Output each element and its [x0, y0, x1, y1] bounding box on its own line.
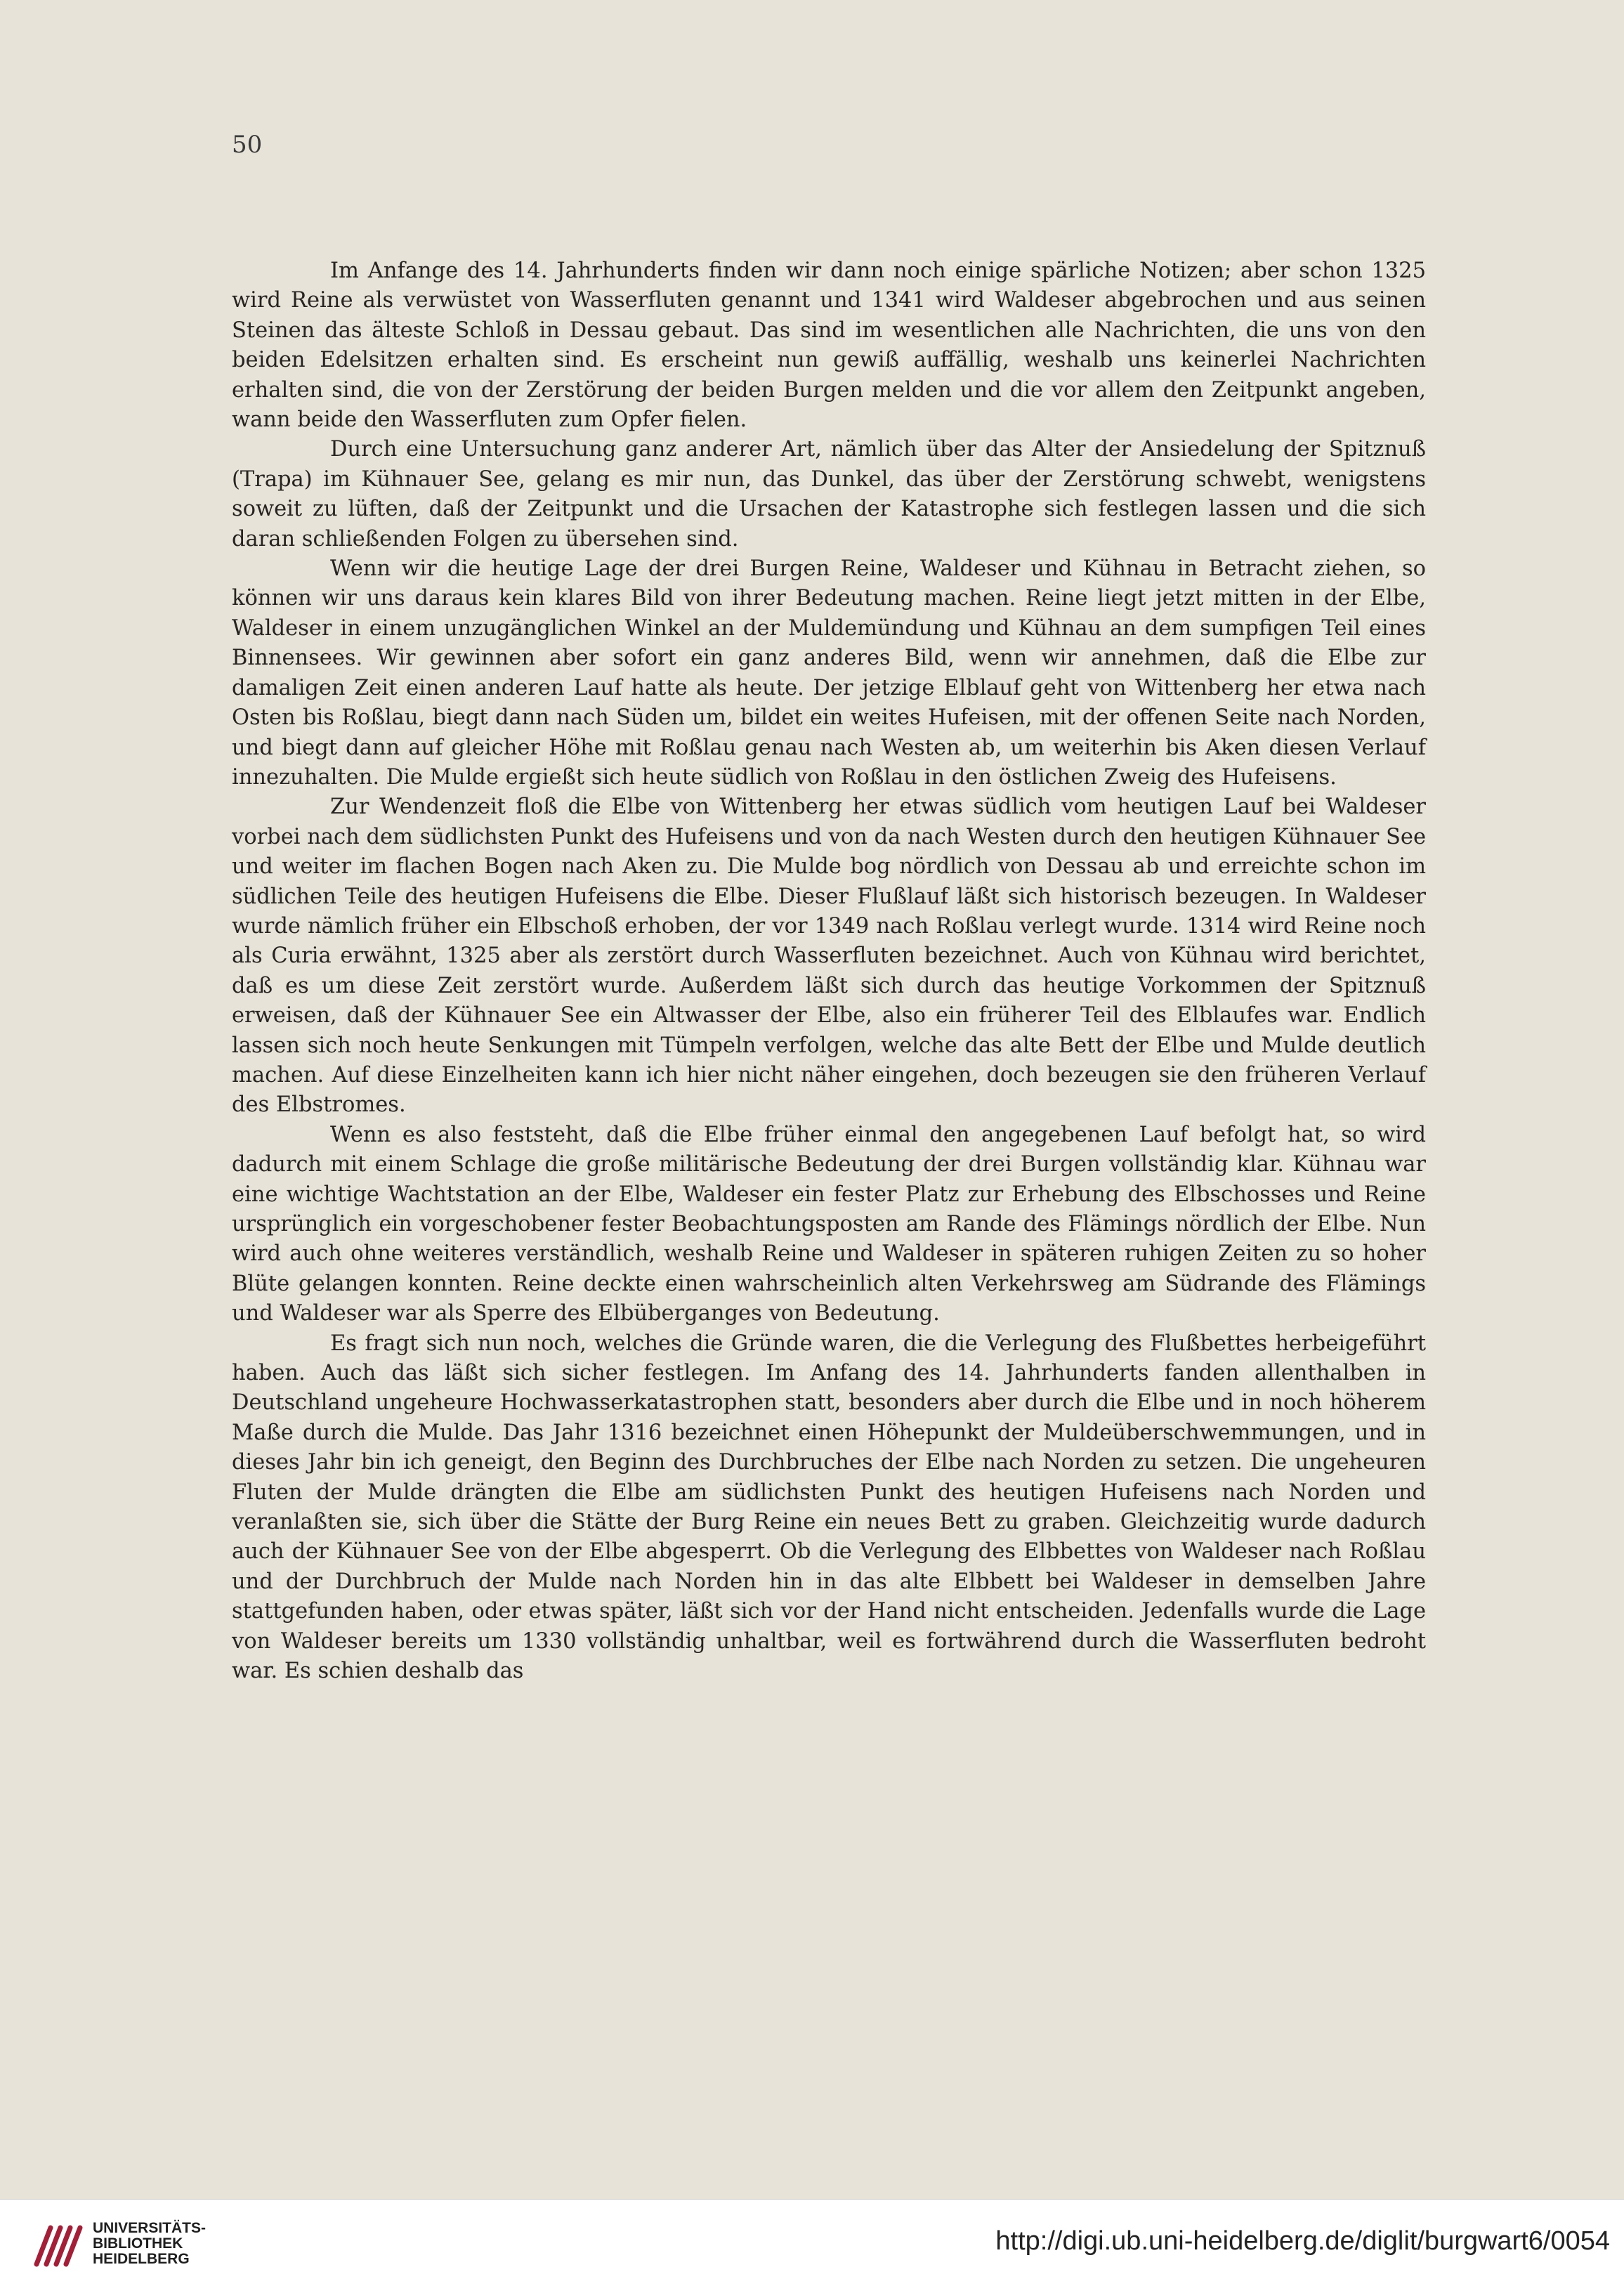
paragraph: Wenn wir die heutige Lage der drei Burgen Reine, Waldeser und Kühnau in Betracht ziehen, so können wir uns daraus kein klares Bild von ihrer Bedeutung machen. Reine liegt jetzt mitten in der Elbe, Waldeser in einem unzugänglichen Winkel an der Muldemündung und Kühnau an dem sumpfigen Teil eines Binnensees. Wir gewinnen aber sofort ein ganz anderes Bild, wenn wir annehmen, daß die Elbe zur damaligen Zeit einen anderen Lauf hatte als heute. Der jetzige Elblauf geht von Wittenberg her etwa nach Osten bis Roßlau, biegt dann nach Süden um, bildet ein weites Hufeisen, mit der offenen Seite nach Norden, und biegt dann auf gleicher Höhe mit Roßlau genau nach Westen ab, um weiterhin bis Aken diesen Verlauf innezuhalten. Die Mulde ergießt sich heute südlich von Roßlau in den östlichen Zweig des Hufeisens.: [232, 556, 1426, 790]
paragraph: Es fragt sich nun noch, welches die Gründe waren, die die Verlegung des Flußbettes herbeigeführt haben. Auch das läßt sich sicher festlegen. Im Anfang des 14. Jahrhunderts fanden allenthalben in Deutschland ungeheure Hochwasserkatastrophen statt, besonders aber durch die Elbe und in noch höherem Maße durch die Mulde. Das Jahr 1316 bezeichnet einen Höhepunkt der Muldeüberschwemmungen, und in dieses Jahr bin ich geneigt, den Beginn des Durchbruches der Elbe nach Norden zu setzen. Die ungeheuren Fluten der Mulde drängten die Elbe am südlichsten Punkt des heutigen Hufeisens nach Norden und veranlaßten sie, sich über die Stätte der Burg Reine ein neues Bett zu graben. Gleichzeitig wurde dadurch auch der Kühnauer See von der Elbe abgesperrt. Ob die Verlegung des Elbbettes von Waldeser nach Roßlau und der Durchbruch der Mulde nach Norden hin in das alte Elbbett bei Waldeser in demselben Jahre stattgefunden haben, oder etwas später, läßt sich vor der Hand nicht entscheiden. Jedenfalls wurde die Lage von Waldeser bereits um 1330 vollständig unhaltbar, weil es fortwährend durch die Wasserfluten bedroht war. Es schien deshalb das: [232, 1331, 1426, 1684]
ub-heidelberg-logo-icon[interactable]: [30, 2215, 86, 2271]
body-text: [232, 256, 1426, 1687]
paragraph: Zur Wendenzeit floß die Elbe von Wittenberg her etwas südlich vom heutigen Lauf bei Waldeser vorbei nach dem südlichsten Punkt des Hufeisens und von da nach Westen durch den heutigen Kühnauer See und weiter im flachen Bogen nach Aken zu. Die Mulde bog nördlich von Dessau ab und erreichte schon im südlichen Teile des heutigen Hufeisens die Elbe. Dieser Flußlauf läßt sich historisch bezeugen. In Waldeser wurde nämlich früher ein Elbschoß erhoben, der vor 1349 nach Roßlau verlegt wurde. 1314 wird Reine noch als Curia erwähnt, 1325 aber als zerstört durch Wasserfluten bezeichnet. Auch von Kühnau wird berichtet, daß es um diese Zeit zerstört wurde. Außerdem läßt sich durch das heutige Vorkommen der Spitznuß erweisen, daß der Kühnauer See ein Altwasser der Elbe, also ein früherer Teil des Elblaufes war. Endlich lassen sich noch heute Senkungen mit Tümpeln verfolgen, welche das alte Bett der Elbe und Mulde deutlich machen. Auf diese Einzelheiten kann ich hier nicht näher eingehen, doch bezeugen sie den früheren Verlauf des Elbstromes.: [232, 795, 1427, 1118]
paragraph: Im Anfange des 14. Jahrhunderts finden wir dann noch einige spärliche Notizen; aber schon 1325 wird Reine als verwüstet von Wasserfluten genannt und 1341 wird Waldeser abgebrochen und aus seinen Steinen das älteste Schloß in Dessau gebaut. Das sind im wesentlichen alle Nachrichten, die uns von den beiden Edelsitzen erhalten sind. Es erscheint nun gewiß auffällig, weshalb uns keinerlei Nachrichten erhalten sind, die von der Zerstörung der beiden Burgen melden und die vor allem den Zeitpunkt angeben, wann beide den Wasserfluten zum Opfer fielen.: [232, 259, 1426, 433]
page-number: 50: [232, 131, 263, 159]
paragraph: Durch eine Untersuchung ganz anderer Art, nämlich über das Alter der Ansiedelung der Spitznuß (Trapa) im Kühnauer See, gelang es mir nun, das Dunkel, das über der Zerstörung schwebt, wenigstens soweit zu lüften, daß der Zeitpunkt und die Ursachen der Katastrophe sich festlegen lassen und die sich daran schließenden Folgen zu übersehen sind.: [232, 437, 1426, 551]
library-name: UNIVERSITÄTS- BIBLIOTHEK HEIDELBERG: [93, 2220, 207, 2267]
source-url-link[interactable]: http://digi.ub.uni-heidelberg.de/diglit/burgwart6/0054: [995, 2226, 1610, 2256]
paragraph: Wenn es also feststeht, daß die Elbe früher einmal den angegebenen Lauf befolgt hat, so wird dadurch mit einem Schlage die große militärische Bedeutung der drei Burgen vollständig klar. Kühnau war eine wichtige Wachtstation an der Elbe, Waldeser ein fester Platz zur Erhebung des Elbschosses und Reine ursprünglich ein vorgeschobener fester Beobachtungsposten am Rande des Flämings nördlich der Elbe. Nun wird auch ohne weiteres verständlich, weshalb Reine und Waldeser in späteren ruhigen Zeiten zu so hoher Blüte gelangen konnten. Reine deckte einen wahrscheinlich alten Verkehrsweg am Südrande des Flämings und Waldeser war als Sperre des Elbüberganges von Bedeutung.: [232, 1122, 1426, 1326]
footer-bar: [0, 2199, 1624, 2286]
